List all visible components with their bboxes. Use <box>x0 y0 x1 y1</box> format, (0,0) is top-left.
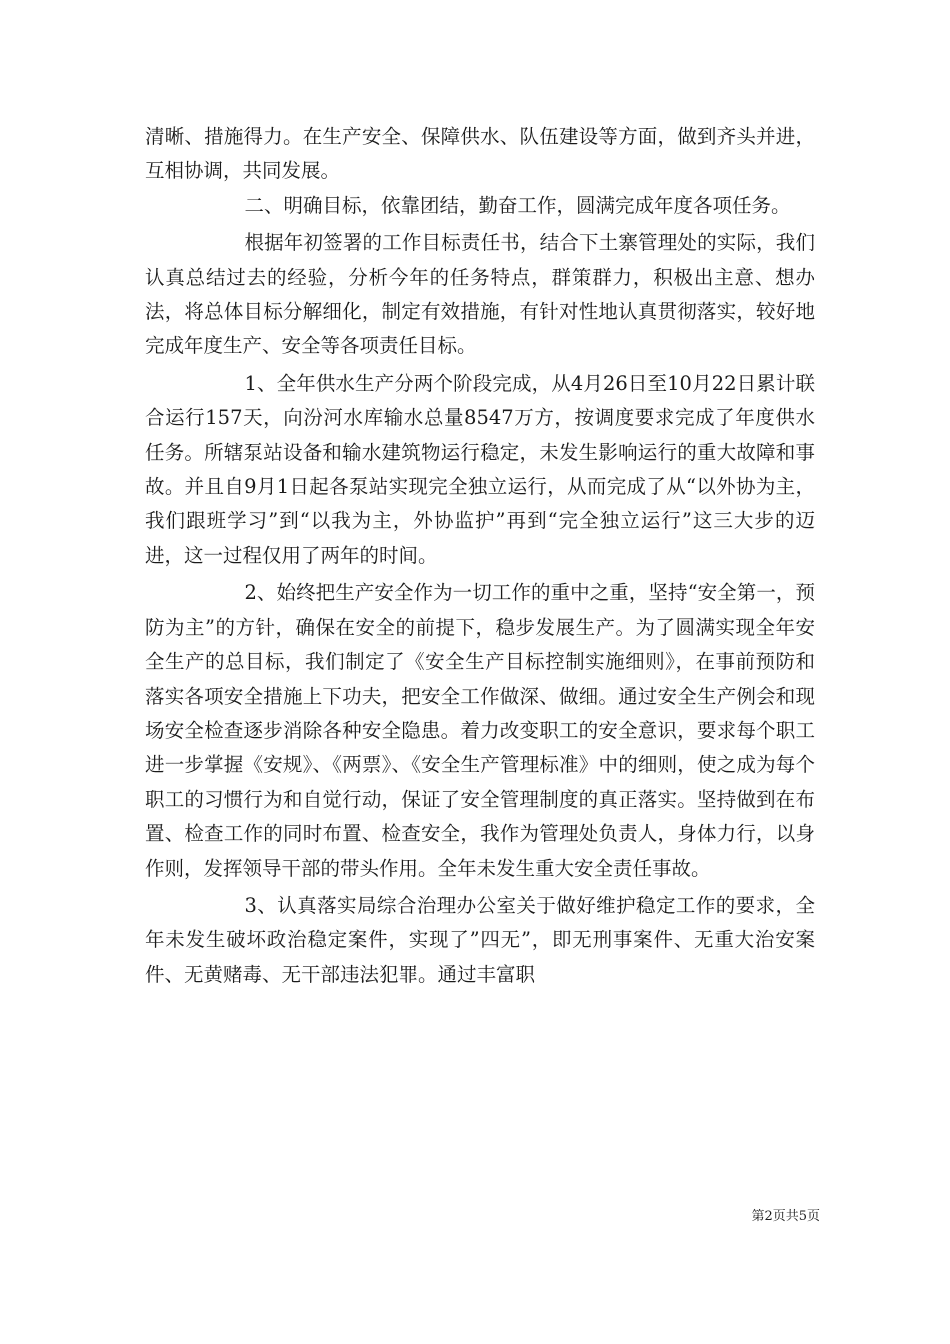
paragraph-item-2: 2、始终把生产安全作为一切工作的重中之重，坚持“安全第一，预防为主”的方针，确保在安全的前提下，稳步发展生产。为了圆满实现全年安全生产的总目标，我们制定了《安全生产目标控制实施细则》，在事前预防和落实各项安全措施上下功夫，把安全工作做深、做细。通过安全生产例会和现场安全检查逐步消除各种安全隐患。着力改变职工的安全意识，要求每个职工进一步掌握《安规》、《两票》、《安全生产管理标准》中的细则，使之成为每个职工的习惯行为和自觉行动，保证了安全管理制度的真正落实。坚持做到在布置、检查工作的同时布置、检查安全，我作为管理处负责人，身体力行，以身作则，发挥领导干部的带头作用。全年未发生重大安全责任事故。 <box>145 581 815 880</box>
paragraph-continuation: 清晰、措施得力。在生产安全、保障供水、队伍建设等方面，做到齐头并进，互相协调，共同发展。 <box>145 125 815 183</box>
section-heading: 二、明确目标，依靠团结，勤奋工作，圆满完成年度各项任务。 <box>244 193 791 217</box>
document-body <box>145 120 815 992</box>
paragraph-item-3: 3、认真落实局综合治理办公室关于做好维护稳定工作的要求，全年未发生破坏政治稳定案件，实现了”四无”，即无刑事案件、无重大治安案件、无黄赌毒、无干部违法犯罪。通过丰富职 <box>145 893 815 986</box>
paragraph-intro: 根据年初签署的工作目标责任书，结合下土寨管理处的实际，我们认真总结过去的经验，分析今年的任务特点，群策群力，积极出主意、想办法，将总体目标分解细化，制定有效措施，有针对性地认真贯彻落实，较好地完成年度生产、安全等各项责任目标。 <box>145 231 815 358</box>
page-number-footer: 第2页共5页 <box>751 1209 820 1224</box>
paragraph-item-1: 1、全年供水生产分两个阶段完成，从4月26日至10月22日累计联合运行157天，向汾河水库输水总量8547万方，按调度要求完成了年度供水任务。所辖泵站设备和输水建筑物运行稳定，未发生影响运行的重大故障和事故。并且自9月1日起各泵站实现完全独立运行，从而完成了从“以外协为主，我们跟班学习”到“以我为主，外协监护”再到“完全独立运行”这三大步的迈进，这一过程仅用了两年的时间。 <box>145 371 815 567</box>
